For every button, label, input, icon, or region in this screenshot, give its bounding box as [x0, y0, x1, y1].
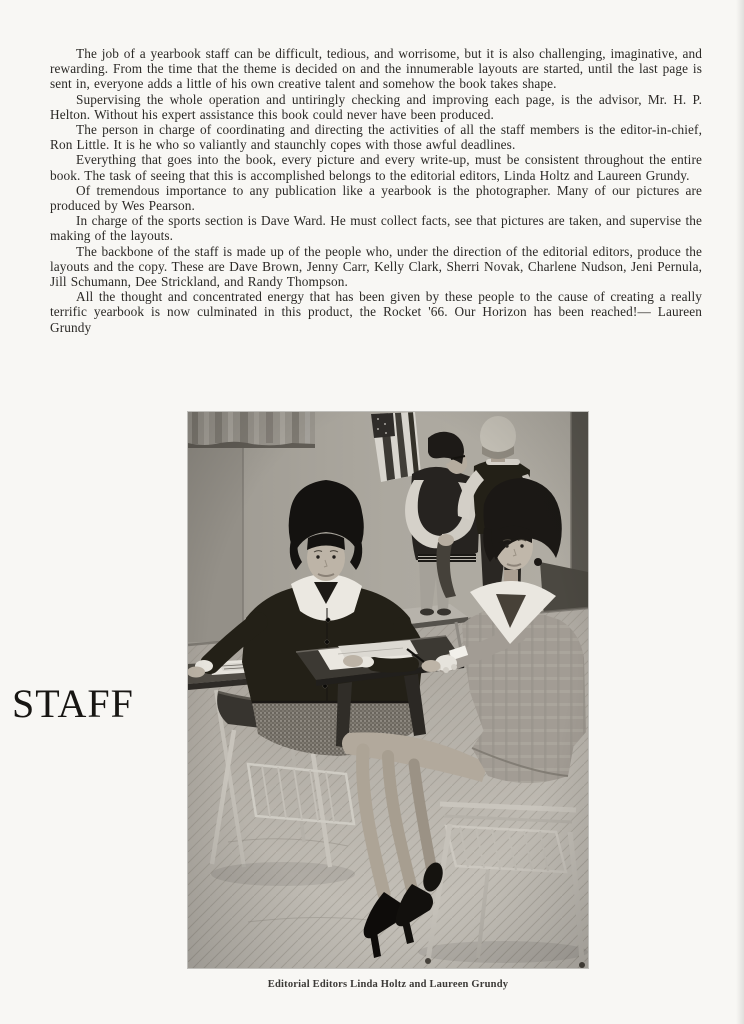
paragraph-3: The person in charge of coordinating and directing the activities of all the staff members is the editor-in-chief, Ron Little. It is he who so valiantly and staunchly copes with those awful deadlines.: [50, 122, 702, 153]
paragraph-2: Supervising the whole operation and untiringly checking and improving each page, is the advisor, Mr. H. P. Helton. Without his expert assistance this book could never have been produced.: [50, 91, 702, 122]
scan-edge-shadow: [736, 0, 744, 1024]
paragraph-1: The job of a yearbook staff can be difficult, tedious, and worrisome, but it is also challenging, imaginative, and rewarding. From the time that the theme is decided on and the innumerable layouts are started, until the last page is sent in, everyone adds a little of his own creative talent and somehow the book takes shape.: [50, 46, 702, 92]
paragraph-5: Of tremendous importance to any publication like a yearbook is the photographer. Many of our pictures are produced by Wes Pearson.: [50, 182, 702, 214]
intro-text: [50, 46, 702, 335]
staff-photo-illustration: [188, 412, 588, 968]
photo-vignette: [188, 412, 588, 968]
staff-photo: [188, 412, 588, 968]
paragraph-7: The backbone of the staff is made up of the people who, under the direction of the editorial editors, produce the layouts and the copy. These are Dave Brown, Jenny Carr, Kelly Clark, Sherri Novak, Charlene Nudson, Jeni Pernula, Jill Schumann, Dee Strickland, and Randy Thompson.: [50, 243, 702, 290]
paragraph-6: In charge of the sports section is Dave Ward. He must collect facts, see that pictures are taken, and supervise the making of the layouts.: [50, 213, 702, 244]
photo-caption: Editorial Editors Linda Holtz and Laureen Grundy: [267, 979, 509, 990]
paragraph-8: All the thought and concentrated energy that has been given by these people to the cause of creating a really terrific yearbook is now culminated in this product, the Rocket '66. Our Horizon has been reached!— Laureen Grundy: [50, 289, 702, 335]
paragraph-4: Everything that goes into the book, every picture and every write-up, must be consistent throughout the entire book. The task of seeing that this is accomplished belongs to the editorial editors, Linda Holtz and Laureen Grundy.: [50, 152, 702, 183]
section-title: STAFF: [12, 681, 134, 726]
